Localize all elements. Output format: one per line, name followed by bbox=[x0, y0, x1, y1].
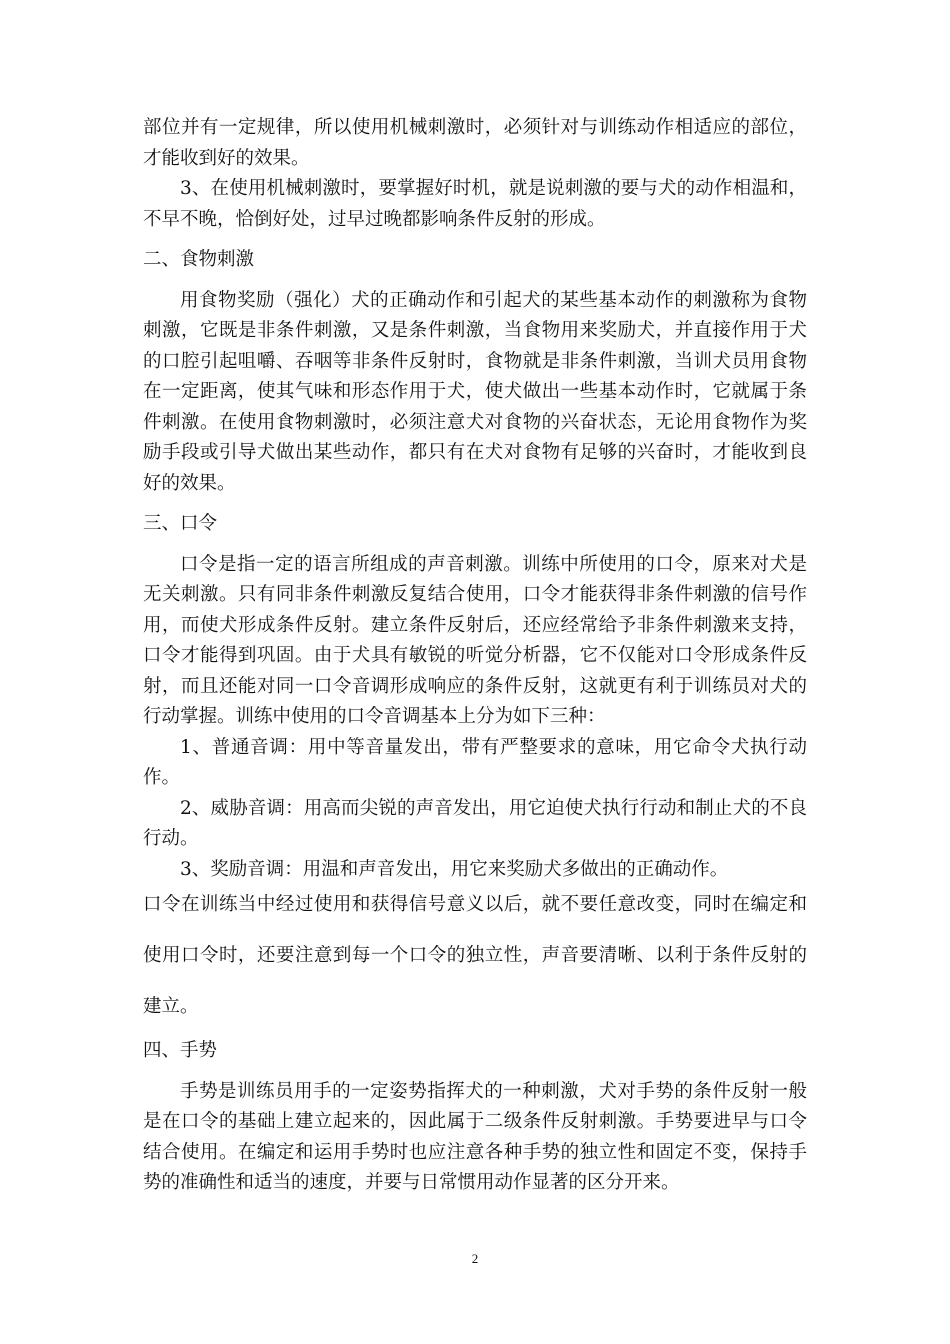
list-item: 3、奖励音调：用温和声音发出，用它来奖励犬多做出的正确动作。 bbox=[180, 858, 729, 880]
document-body bbox=[143, 113, 807, 1199]
section-heading: 二、食物刺激 bbox=[143, 249, 255, 270]
body-paragraph: 部位并有一定规律，所以使用机械刺激时，必须针对与训练动作相适应的部位，才能收到好的效果。 bbox=[143, 117, 807, 169]
list-item: 2、威胁音调：用高而尖锐的声音发出，用它迫使犬执行行动和制止犬的不良行动。 bbox=[143, 797, 807, 849]
section-heading: 三、口令 bbox=[143, 513, 218, 534]
body-paragraph: 手势是训练员用手的一定姿势指挥犬的一种刺激，犬对手势的条件反射一般是在口令的基础上建立起来的，因此属于二级条件反射刺激。手势要进早与口令结合使用。在编定和运用手势时也应注意各种手势的独立性和固定不变，保持手势的准确性和适当的速度，并要与日常惯用动作显著的区分开来。 bbox=[143, 1080, 807, 1193]
body-paragraph: 口令在训练当中经过使用和获得信号意义以后，就不要任意改变，同时在编定和使用口令时，还要注意到每一个口令的独立性，声音要清晰、以利于条件反射的建立。 bbox=[143, 894, 807, 1017]
body-paragraph: 3、在使用机械刺激时，要掌握好时机，就是说刺激的要与犬的动作相温和，不早不晚，恰倒好处，过早过晚都影响条件反射的形成。 bbox=[143, 178, 807, 230]
body-paragraph: 用食物奖励（强化）犬的正确动作和引起犬的某些基本动作的刺激称为食物刺激，它既是非条件刺激，又是条件刺激，当食物用来奖励犬，并直接作用于犬的口腔引起咀嚼、吞咽等非条件反射时，食物就是非条件刺激，当训犬员用食物在一定距离，使其气味和形态作用于犬，使犬做出一些基本动作时，它就属于条件刺激。在使用食物刺激时，必须注意犬对食物的兴奋状态，无论用食物作为奖励手段或引导犬做出某些动作，都只有在犬对食物有足够的兴奋时，才能收到良好的效果。 bbox=[143, 289, 807, 494]
list-item: 1、普通音调：用中等音量发出，带有严整要求的意味，用它命令犬执行动作。 bbox=[143, 736, 807, 788]
section-heading: 四、手势 bbox=[143, 1040, 218, 1061]
page-number: 2 bbox=[471, 1251, 479, 1266]
body-paragraph: 口令是指一定的语言所组成的声音刺激。训练中所使用的口令，原来对犬是无关刺激。只有同非条件刺激反复结合使用，口令才能获得非条件刺激的信号作用，而使犬形成条件反射。建立条件反射后，还应经常给予非条件刺激来支持，口令才能得到巩固。由于犬具有敏锐的听觉分析器，它不仅能对口令形成条件反射，而且还能对同一口令音调形成响应的条件反射，这就更有利于训练员对犬的行动掌握。训练中使用的口令音调基本上分为如下三种： bbox=[143, 553, 807, 727]
